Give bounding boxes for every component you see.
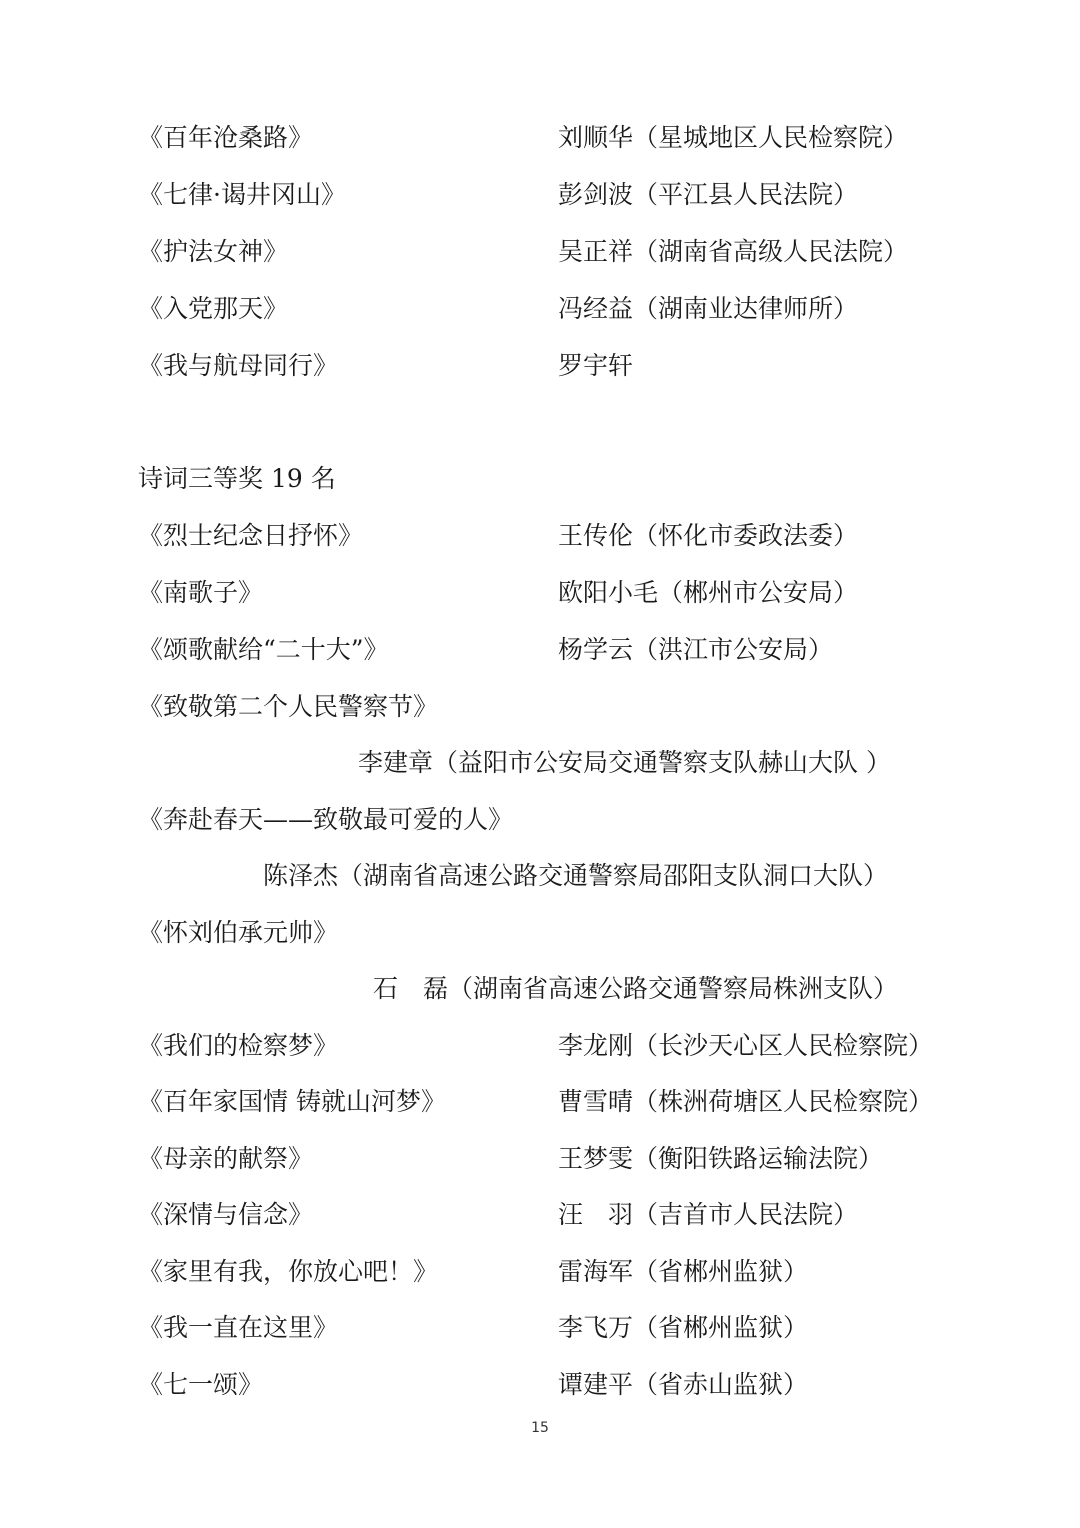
entry-title: 《母亲的献祭》 xyxy=(138,1144,314,1173)
entry-author: 曹雪晴（株洲荷塘区人民检察院） xyxy=(558,1087,934,1116)
entry-title: 《家里有我，你放心吧！》 xyxy=(138,1257,439,1286)
entry-author: 李飞万（省郴州监狱） xyxy=(558,1313,809,1342)
entry-title: 《深情与信念》 xyxy=(138,1200,314,1229)
entry-author: 汪 羽（吉首市人民法院） xyxy=(558,1200,859,1229)
entry-author: 刘顺华（星城地区人民检察院） xyxy=(558,123,909,152)
entry-title: 《我一直在这里》 xyxy=(138,1313,339,1342)
section-heading: 诗词三等奖 19 名 xyxy=(138,464,336,493)
entry-author: 陈泽杰（湖南省高速公路交通警察局邵阳支队洞口大队） xyxy=(263,861,889,890)
entry-title: 《七一颂》 xyxy=(138,1370,264,1399)
entry-title: 《烈士纪念日抒怀》 xyxy=(138,521,364,550)
entry-author: 杨学云（洪江市公安局） xyxy=(558,635,834,664)
entry-title: 《颂歌献给“二十大”》 xyxy=(138,635,389,664)
entry-title: 《百年家国情 铸就山河梦》 xyxy=(138,1087,446,1116)
page-number: 15 xyxy=(531,1420,549,1436)
entry-title: 《我们的检察梦》 xyxy=(138,1031,339,1060)
entry-author: 王梦雯（衡阳铁路运输法院） xyxy=(558,1144,884,1173)
entry-author: 彭剑波（平江县人民法院） xyxy=(558,180,859,209)
entry-author: 罗宇轩 xyxy=(558,351,634,380)
entry-author: 李建章（益阳市公安局交通警察支队赫山大队 ） xyxy=(358,748,891,777)
entry-title: 《怀刘伯承元帅》 xyxy=(138,918,339,947)
entry-author: 谭建平（省赤山监狱） xyxy=(558,1370,809,1399)
entry-title: 《七律·谒井冈山》 xyxy=(138,180,346,209)
entry-author: 欧阳小毛（郴州市公安局） xyxy=(558,578,859,607)
entry-author: 雷海军（省郴州监狱） xyxy=(558,1257,809,1286)
entry-title: 《护法女神》 xyxy=(138,237,289,266)
entry-author: 冯经益（湖南业达律师所） xyxy=(558,294,859,323)
entry-title: 《南歌子》 xyxy=(138,578,264,607)
entry-title: 《致敬第二个人民警察节》 xyxy=(138,692,439,721)
entry-author: 石 磊（湖南省高速公路交通警察局株洲支队） xyxy=(373,974,899,1003)
entry-author: 李龙刚（长沙天心区人民检察院） xyxy=(558,1031,934,1060)
entry-title: 《百年沧桑路》 xyxy=(138,123,314,152)
entry-author: 吴正祥（湖南省高级人民法院） xyxy=(558,237,909,266)
entry-title: 《奔赴春天——致敬最可爱的人》 xyxy=(138,805,514,834)
entry-author: 王传伦（怀化市委政法委） xyxy=(558,521,859,550)
entry-title: 《入党那天》 xyxy=(138,294,289,323)
entry-title: 《我与航母同行》 xyxy=(138,351,339,380)
